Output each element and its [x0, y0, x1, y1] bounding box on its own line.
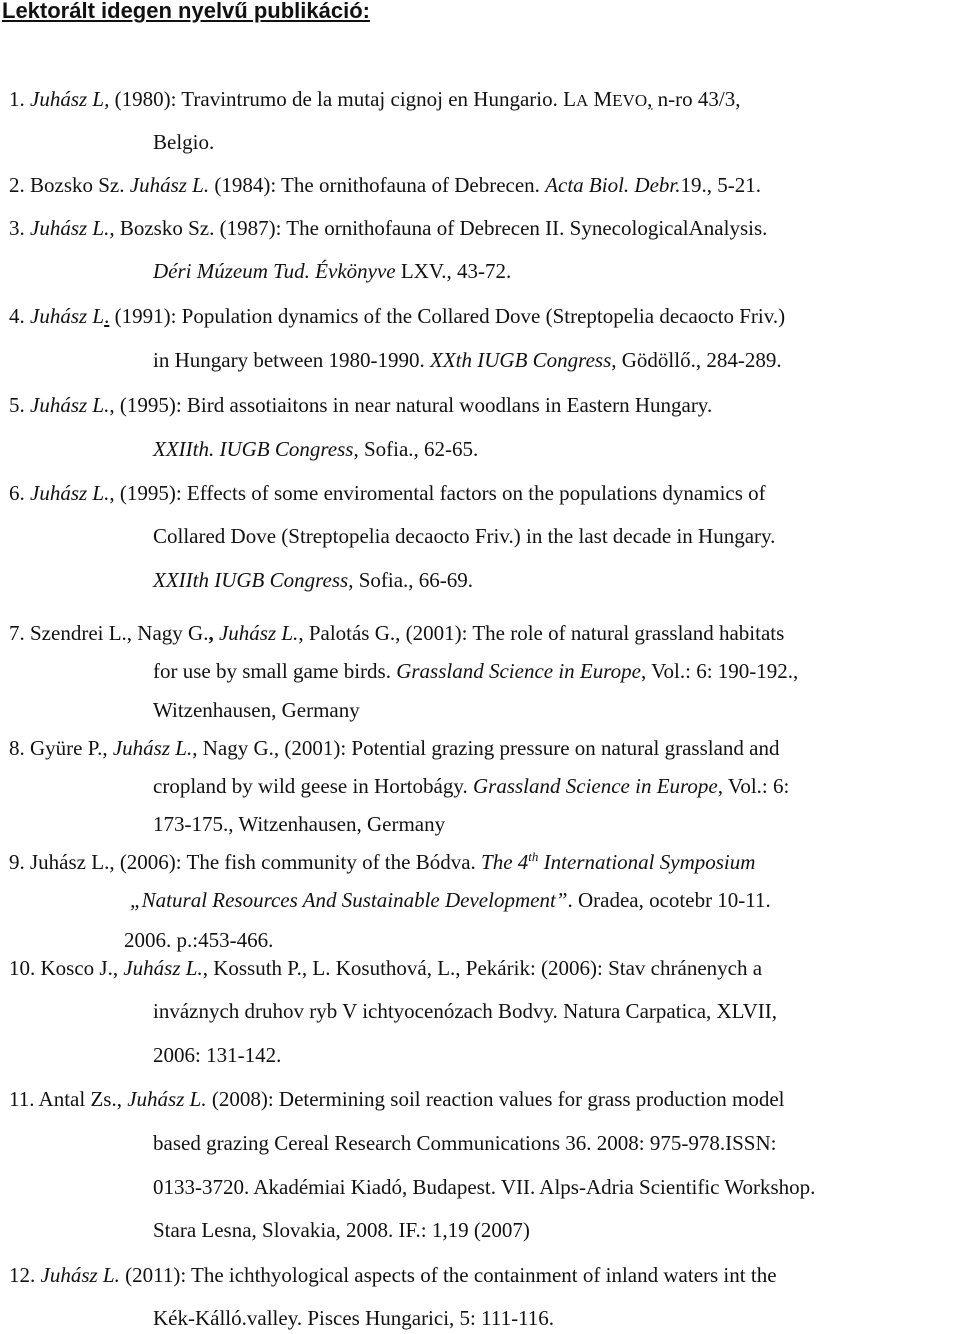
pub-1-line-2: Belgio.	[153, 130, 215, 154]
pub-6-line-1: 6. Juhász L., (1995): Effects of some enviromental factors on the populations dynamics of	[9, 481, 766, 505]
pub-10-line-2: inváznych druhov ryb V ichtyocenózach Bodvy. Natura Carpatica, XLVII,	[153, 999, 777, 1023]
pub-7-line-3: Witzenhausen, Germany	[153, 698, 360, 722]
pub-5-line-2: XXIIth. IUGB Congress, Sofia., 62-65.	[153, 437, 479, 461]
pub-4-line-2: in Hungary between 1980-1990. XXth IUGB Congress, Gödöllő., 284-289.	[153, 348, 782, 372]
pub-3-line-2: Déri Múzeum Tud. Évkönyve LXV., 43-72.	[153, 259, 512, 283]
pub-3-line-1: 3. Juhász L., Bozsko Sz. (1987): The ornithofauna of Debrecen II. SynecologicalAnalysis.	[9, 216, 768, 240]
pub-12-line-2: Kék-Kálló.valley. Pisces Hungarici, 5: 111-116.	[153, 1306, 555, 1330]
pub-6-line-3: XXIIth IUGB Congress, Sofia., 66-69.	[153, 568, 474, 592]
pub-9-line-3: 2006. p.:453-466.	[124, 928, 274, 952]
pub-6-line-2: Collared Dove (Streptopelia decaocto Friv.) in the last decade in Hungary.	[153, 524, 776, 548]
pub-8-line-1: 8. Gyüre P., Juhász L., Nagy G., (2001): Potential grazing pressure on natural grassland and	[9, 736, 780, 760]
pub-2-line-1: 2. Bozsko Sz. Juhász L. (1984): The ornithofauna of Debrecen. Acta Biol. Debr.19., 5-21.	[9, 173, 761, 197]
pub-7-line-2: for use by small game birds. Grassland Science in Europe, Vol.: 6: 190-192.,	[153, 659, 799, 683]
pub-1-line-1: 1. Juhász L, (1980): Travintrumo de la mutaj cignoj en Hungario. LA MEVO, n-ro 43/3,	[9, 87, 741, 111]
pub-11-line-4: Stara Lesna, Slovakia, 2008. IF.: 1,19 (2007)	[153, 1218, 530, 1242]
pub-12-line-1: 12. Juhász L. (2011): The ichthyological aspects of the containment of inland waters int the	[9, 1263, 777, 1287]
pub-7-line-1: 7. Szendrei L., Nagy G., Juhász L., Palotás G., (2001): The role of natural grassland habitats	[9, 621, 785, 645]
pub-5-line-1: 5. Juhász L., (1995): Bird assotiaitons in near natural woodlans in Eastern Hungary.	[9, 393, 713, 417]
page-heading: Lektorált idegen nyelvű publikáció:	[2, 0, 370, 23]
pub-4-line-1: 4. Juhász L. (1991): Population dynamics of the Collared Dove (Streptopelia decaocto Friv.)	[9, 304, 786, 328]
pub-9-line-1: 9. Juhász L., (2006): The fish community of the Bódva. The 4th International Symposium	[9, 849, 756, 874]
pub-10-line-3: 2006: 131-142.	[153, 1043, 282, 1067]
pub-8-line-2: cropland by wild geese in Hortobágy. Grassland Science in Europe, Vol.: 6:	[153, 774, 790, 798]
pub-8-line-3: 173-175., Witzenhausen, Germany	[153, 812, 446, 836]
pub-9-line-2: „Natural Resources And Sustainable Development”. Oradea, ocotebr 10-11.	[130, 888, 771, 912]
pub-11-line-2: based grazing Cereal Research Communications 36. 2008: 975-978.ISSN:	[153, 1131, 777, 1155]
pub-11-line-1: 11. Antal Zs., Juhász L. (2008): Determining soil reaction values for grass production model	[9, 1087, 785, 1111]
pub-11-line-3: 0133-3720. Akadémiai Kiadó, Budapest. VII. Alps-Adria Scientific Workshop.	[153, 1175, 816, 1199]
pub-10-line-1: 10. Kosco J., Juhász L., Kossuth P., L. Kosuthová, L., Pekárik: (2006): Stav chránenych a	[9, 956, 763, 980]
